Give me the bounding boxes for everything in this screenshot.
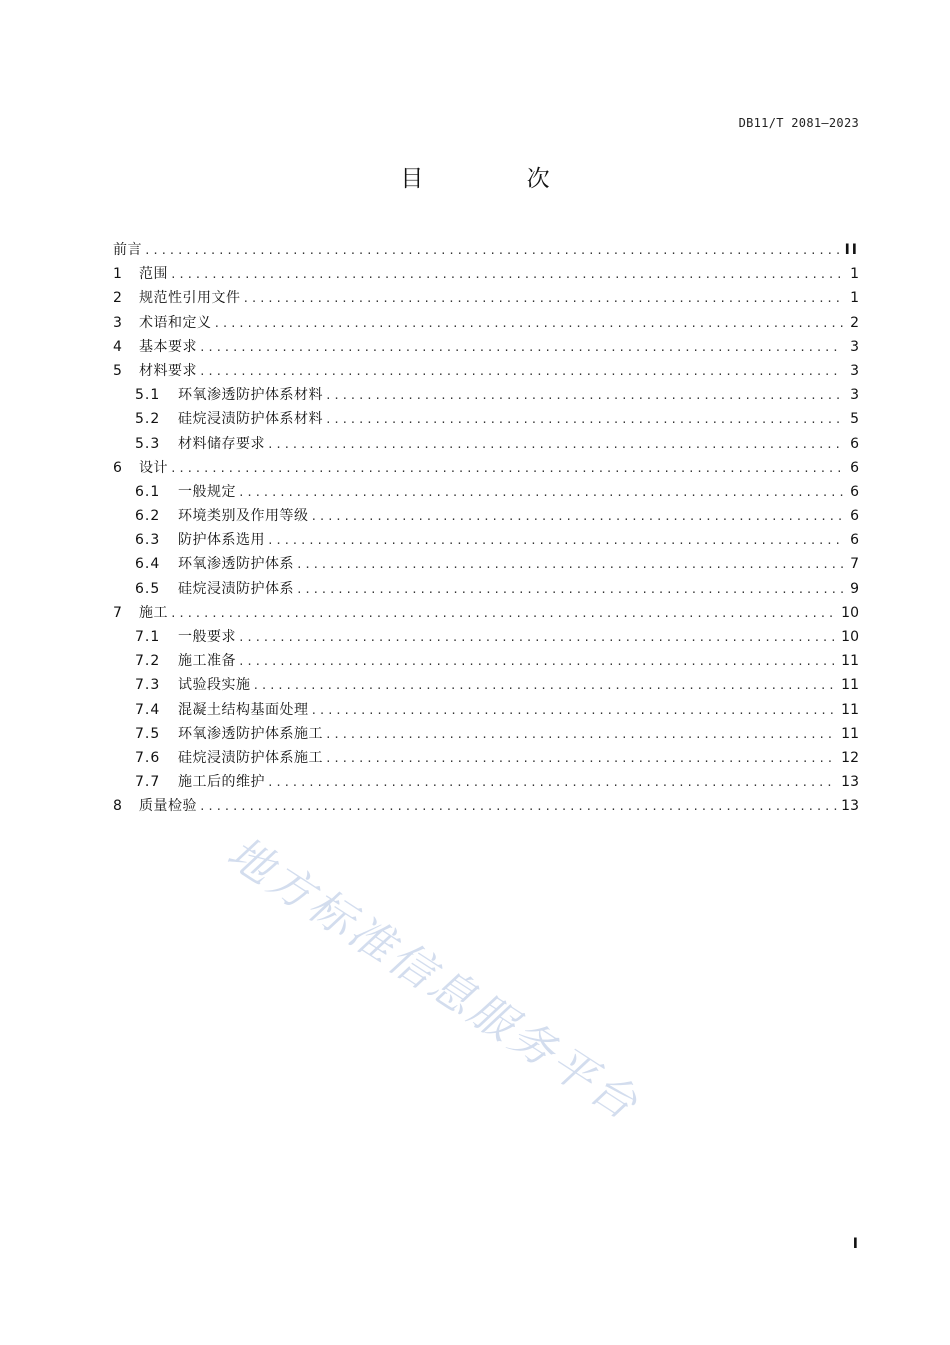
toc-entry-page: 7 xyxy=(850,556,859,573)
toc-entry-label: 施工准备 xyxy=(178,653,236,670)
toc-entry-page: 3 xyxy=(850,362,859,379)
toc-entry-page: 13 xyxy=(841,774,859,791)
toc-entry-label: 硅烷浸渍防护体系 xyxy=(178,580,294,597)
toc-entry-page: 6 xyxy=(850,459,859,476)
toc-entry[interactable] xyxy=(113,651,859,675)
toc-entry[interactable] xyxy=(113,337,859,361)
toc-dot-leader xyxy=(311,507,844,527)
toc-entry-label: 防护体系选用 xyxy=(178,532,265,549)
toc-entry-number: 6.4 xyxy=(135,556,161,573)
toc-entry-label: 施工 xyxy=(139,604,168,621)
toc-entry-label: 环氧渗透防护体系材料 xyxy=(178,387,323,404)
toc-entry-page: 11 xyxy=(841,677,859,694)
toc-dot-leader xyxy=(199,362,843,382)
toc-dot-leader xyxy=(267,531,843,551)
toc-entry-label: 规范性引用文件 xyxy=(139,290,241,307)
toc-entry-label: 范围 xyxy=(139,266,168,283)
toc-entry-page: 5 xyxy=(850,411,859,428)
toc-entry[interactable] xyxy=(113,603,859,627)
toc-entry-number: 7.3 xyxy=(135,677,161,694)
watermark: 地方标准信息服务平台 xyxy=(218,827,649,1132)
page-title: 目 次 xyxy=(400,166,598,192)
toc-entry[interactable] xyxy=(113,434,859,458)
toc-dot-leader xyxy=(144,241,841,261)
document-code: DB11/T 2081—2023 xyxy=(738,116,859,130)
toc-dot-leader xyxy=(238,483,843,503)
toc-entry-label: 一般要求 xyxy=(178,629,236,645)
toc-entry[interactable] xyxy=(113,748,859,772)
toc-dot-leader xyxy=(325,749,837,769)
toc-entry-page: 10 xyxy=(841,629,859,645)
toc-entry[interactable] xyxy=(113,627,859,651)
toc-entry-number: 7.7 xyxy=(135,774,161,791)
toc-entry[interactable] xyxy=(113,506,859,530)
toc-entry[interactable] xyxy=(113,700,859,724)
toc-entry[interactable] xyxy=(113,482,859,506)
toc-entry[interactable] xyxy=(113,458,859,482)
toc-entry-label: 设计 xyxy=(139,459,168,476)
toc-entry-page: 1 xyxy=(850,266,859,283)
toc-entry-page: 3 xyxy=(850,387,859,404)
toc-entry-label: 环氧渗透防护体系 xyxy=(178,556,294,573)
toc-entry-number: 6.3 xyxy=(135,532,161,549)
toc-entry[interactable] xyxy=(113,288,859,312)
toc-dot-leader xyxy=(325,410,843,430)
toc-dot-leader xyxy=(253,676,838,696)
toc-entry-number: 7.4 xyxy=(135,701,161,718)
toc-dot-leader xyxy=(170,265,843,285)
toc-dot-leader xyxy=(238,628,837,648)
toc-entry-label: 硅烷浸渍防护体系施工 xyxy=(178,749,323,766)
toc-entry[interactable] xyxy=(113,313,859,337)
toc-entry-number: 7.2 xyxy=(135,653,161,670)
toc-entry-label: 环氧渗透防护体系施工 xyxy=(178,725,323,742)
toc-entry-page: II xyxy=(844,242,859,258)
toc-entry-page: 6 xyxy=(850,532,859,549)
toc-entry[interactable] xyxy=(113,675,859,699)
toc-entry[interactable] xyxy=(113,240,859,264)
toc-entry-page: 6 xyxy=(850,435,859,452)
toc-entry-number: 6.5 xyxy=(135,580,161,597)
toc-entry-page: 9 xyxy=(850,580,859,597)
toc-entry-label: 施工后的维护 xyxy=(178,774,265,791)
toc-entry-page: 12 xyxy=(841,749,859,766)
toc-entry-number: 6.1 xyxy=(135,483,161,500)
toc-dot-leader xyxy=(296,580,843,600)
toc-entry[interactable] xyxy=(113,530,859,554)
toc-entry-number: 7.5 xyxy=(135,725,161,742)
table-of-contents xyxy=(113,240,859,821)
toc-entry-page: 1 xyxy=(850,290,859,307)
toc-entry-number: 7 xyxy=(113,604,122,621)
toc-dot-leader xyxy=(170,459,843,479)
toc-entry-number: 1 xyxy=(113,266,122,283)
toc-entry[interactable] xyxy=(113,361,859,385)
toc-entry-label: 前言 xyxy=(113,242,142,258)
toc-dot-leader xyxy=(325,386,843,406)
toc-entry-page: 13 xyxy=(841,798,859,815)
toc-entry-page: 11 xyxy=(841,653,859,670)
toc-entry-label: 硅烷浸渍防护体系材料 xyxy=(178,411,323,428)
toc-entry-number: 5.1 xyxy=(135,387,161,404)
toc-entry[interactable] xyxy=(113,385,859,409)
toc-entry-label: 质量检验 xyxy=(139,798,197,815)
toc-entry[interactable] xyxy=(113,264,859,288)
toc-dot-leader xyxy=(170,604,837,624)
toc-entry-number: 2 xyxy=(113,290,122,307)
toc-entry[interactable] xyxy=(113,724,859,748)
toc-entry-page: 3 xyxy=(850,338,859,355)
toc-entry-number: 4 xyxy=(113,338,122,355)
toc-entry-number: 8 xyxy=(113,798,122,815)
toc-entry-label: 基本要求 xyxy=(139,338,197,355)
toc-dot-leader xyxy=(199,797,837,817)
toc-entry-label: 材料要求 xyxy=(139,362,197,379)
toc-entry-number: 7.6 xyxy=(135,749,161,766)
toc-entry[interactable] xyxy=(113,796,859,820)
toc-entry-number: 6.2 xyxy=(135,508,161,525)
toc-entry-number: 5 xyxy=(113,362,122,379)
toc-entry-label: 混凝土结构基面处理 xyxy=(178,701,309,718)
toc-dot-leader xyxy=(325,725,837,745)
toc-dot-leader xyxy=(214,314,844,334)
toc-entry[interactable] xyxy=(113,772,859,796)
toc-entry-label: 材料储存要求 xyxy=(178,435,265,452)
toc-entry-page: 6 xyxy=(850,508,859,525)
toc-entry-label: 试验段实施 xyxy=(178,677,251,694)
toc-entry-number: 5.3 xyxy=(135,435,161,452)
toc-dot-leader xyxy=(238,652,837,672)
toc-entry-label: 环境类别及作用等级 xyxy=(178,508,309,525)
toc-entry-page: 11 xyxy=(841,701,859,718)
toc-dot-leader xyxy=(267,435,843,455)
toc-entry-page: 10 xyxy=(841,604,859,621)
toc-entry-label: 一般规定 xyxy=(178,483,236,500)
page-number: I xyxy=(852,1236,858,1252)
toc-entry-number: 3 xyxy=(113,314,122,331)
toc-entry-page: 6 xyxy=(850,483,859,500)
toc-entry[interactable] xyxy=(113,554,859,578)
toc-dot-leader xyxy=(311,701,838,721)
toc-entry-page: 11 xyxy=(841,725,859,742)
toc-entry[interactable] xyxy=(113,579,859,603)
toc-entry-number: 7.1 xyxy=(135,629,161,645)
toc-dot-leader xyxy=(267,773,837,793)
toc-entry[interactable] xyxy=(113,409,859,433)
toc-entry-number: 6 xyxy=(113,459,122,476)
toc-entry-label: 术语和定义 xyxy=(139,314,212,331)
toc-dot-leader xyxy=(199,338,843,358)
toc-dot-leader xyxy=(243,289,844,309)
toc-entry-number: 5.2 xyxy=(135,411,161,428)
toc-entry-page: 2 xyxy=(850,314,859,331)
toc-dot-leader xyxy=(296,555,843,575)
